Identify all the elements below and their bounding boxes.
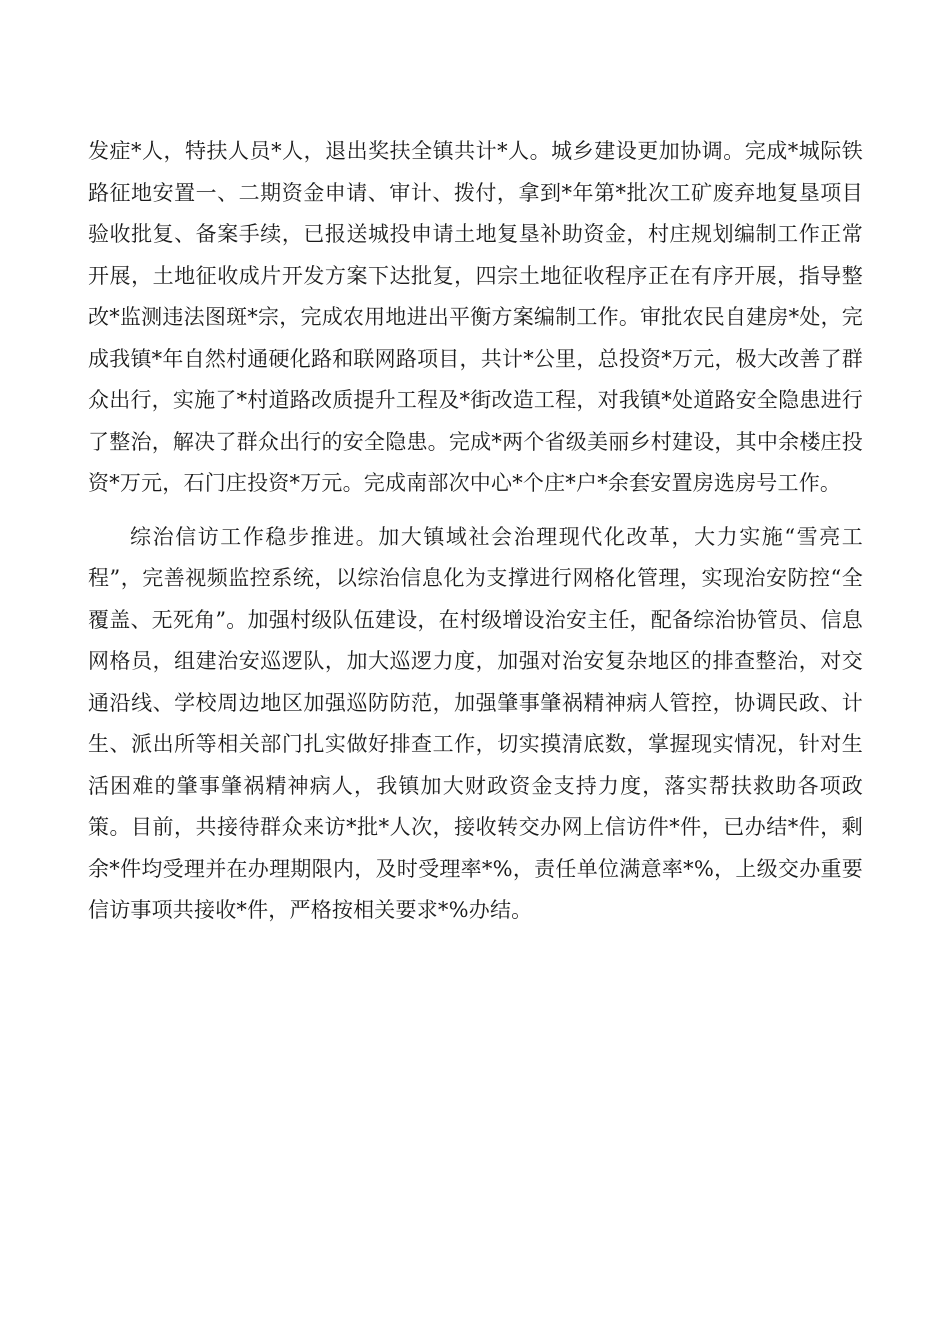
paragraph-comprehensive-governance: 综治信访工作稳步推进。加大镇域社会治理现代化改革，大力实施“雪亮工程”，完善视频监控系统，以综治信息化为支撑进行网格化管理，实现治安防控“全覆盖、无死角”。加强村级队伍建设，在村级增设治安主任，配备综治协管员、信息网格员，组建治安巡逻队，加大巡逻力度，加强对治安复杂地区的排查整治，对交通沿线、学校周边地区加强巡防防范，加强肇事肇祸精神病人管控，协调民政、计生、派出所等相关部门扎实做好排查工作，切实摸清底数，掌握现实情况，针对生活困难的肇事肇祸精神病人，我镇加大财政资金支持力度，落实帮扶救助各项政策。目前，共接待群众来访*批*人次，接收转交办网上信访件*件，已办结*件，剩余*件均受理并在办理期限内，及时受理率*%，责任单位满意率*%，上级交办重要信访事项共接收*件，严格按相关要求*%办结。 xyxy=(88,524,863,922)
document-body xyxy=(88,131,863,932)
paragraph-urban-rural-construction: 发症*人，特扶人员*人，退出奖扶全镇共计*人。城乡建设更加协调。完成*城际铁路征地安置一、二期资金申请、审计、拨付，拿到*年第*批次工矿废弃地复垦项目验收批复、备案手续，已报送城投申请土地复垦补助资金，村庄规划编制工作正常开展，土地征收成片开发方案下达批复，四宗土地征收程序正在有序开展，指导整改*监测违法图斑*宗，完成农用地进出平衡方案编制工作。审批农民自建房*处，完成我镇*年自然村通硬化路和联网路项目，共计*公里，总投资*万元，极大改善了群众出行，实施了*村道路改质提升工程及*街改造工程，对我镇*处道路安全隐患进行了整治，解决了群众出行的安全隐患。完成*两个省级美丽乡村建设，其中余楼庄投资*万元，石门庄投资*万元。完成南部次中心*个庄*户*余套安置房选房号工作。 xyxy=(88,139,863,495)
